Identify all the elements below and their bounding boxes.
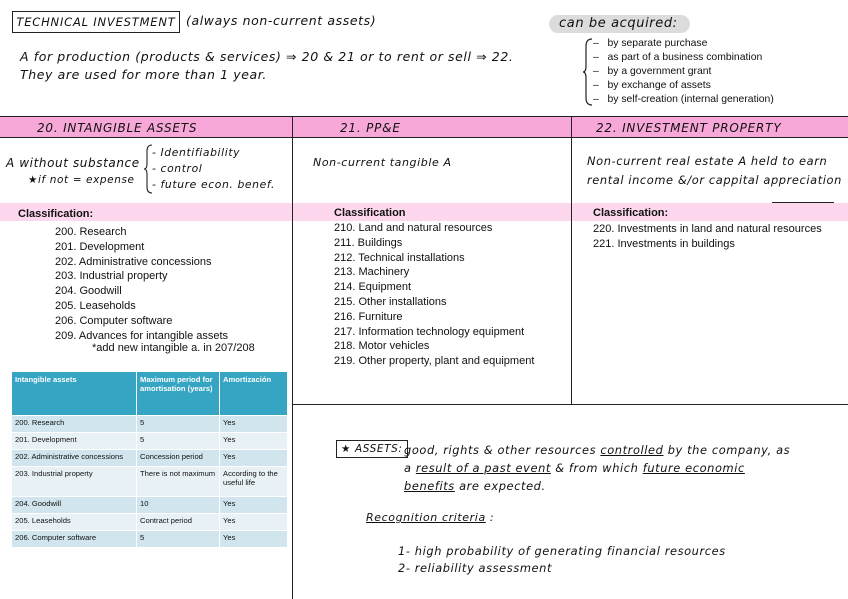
table-cell: 206. Computer software bbox=[12, 531, 137, 548]
list-item: – by exchange of assets bbox=[593, 80, 711, 91]
intangible-definition: A without substance bbox=[6, 156, 140, 170]
investment-property-heading: 22. INVESTMENT PROPERTY bbox=[596, 121, 782, 135]
list-item: 200. Research bbox=[55, 226, 127, 238]
column-divider bbox=[571, 116, 572, 404]
text-span: controlled bbox=[600, 443, 664, 457]
table-row bbox=[12, 450, 288, 467]
list-item: 205. Leaseholds bbox=[55, 299, 136, 312]
list-item: 201. Development bbox=[55, 240, 145, 253]
text-span: are expected. bbox=[454, 479, 546, 493]
ppe-classification-list bbox=[334, 221, 534, 369]
table-cell: Concession period bbox=[137, 450, 220, 467]
classification-band bbox=[0, 203, 848, 221]
table-cell: Contract period bbox=[137, 514, 220, 531]
divider bbox=[0, 116, 848, 117]
list-item: 220. Investments in land and natural resources bbox=[593, 223, 822, 235]
table-header: Intangible assets bbox=[12, 372, 137, 416]
acquisition-list bbox=[593, 37, 774, 107]
list-item: 214. Equipment bbox=[334, 281, 412, 294]
list-item: 210. Land and natural resources bbox=[334, 222, 493, 234]
investment-property-classification-title: Classification: bbox=[593, 207, 669, 219]
assets-definition-line-3 bbox=[404, 479, 546, 493]
investment-property-definition-2: rental income &/or cappital appreciation bbox=[587, 173, 842, 187]
amortisation-table bbox=[11, 371, 288, 548]
list-item: – by self-creation (internal generation) bbox=[593, 94, 774, 105]
table-cell: There is not maximum bbox=[137, 467, 220, 497]
table-cell: 5 bbox=[137, 433, 220, 450]
recognition-title: Recognition criteria : bbox=[366, 511, 495, 524]
intangible-classification-list bbox=[55, 225, 228, 343]
table-cell: 205. Leaseholds bbox=[12, 514, 137, 531]
text-span: a bbox=[404, 461, 416, 475]
table-cell: Yes bbox=[220, 514, 288, 531]
text-span: good, rights & other resources bbox=[404, 443, 601, 457]
list-item: 203. Industrial property bbox=[55, 270, 168, 283]
table-cell: Yes bbox=[220, 497, 288, 514]
intangible-criteria bbox=[152, 145, 275, 193]
text-span: Recognition criteria bbox=[366, 511, 486, 524]
ppe-heading: 21. PP&E bbox=[340, 121, 401, 135]
list-item: – by separate purchase bbox=[593, 38, 708, 49]
table-cell: 5 bbox=[137, 416, 220, 433]
list-item: 216. Furniture bbox=[334, 310, 403, 323]
table-row bbox=[12, 433, 288, 450]
list-item: 204. Goodwill bbox=[55, 285, 122, 298]
divider bbox=[772, 202, 834, 203]
table-row bbox=[12, 467, 288, 497]
recognition-list bbox=[398, 543, 726, 577]
investment-property-classification-list bbox=[593, 222, 822, 252]
list-item: 212. Technical installations bbox=[334, 251, 465, 264]
table-cell: 10 bbox=[137, 497, 220, 514]
table-cell: 201. Development bbox=[12, 433, 137, 450]
list-item: 206. Computer software bbox=[55, 314, 173, 327]
table-row bbox=[12, 416, 288, 433]
assets-definition-line-2 bbox=[404, 461, 745, 475]
list-item: - control bbox=[152, 162, 203, 175]
table-cell: 200. Research bbox=[12, 416, 137, 433]
table-cell: Yes bbox=[220, 531, 288, 548]
list-item: – by a government grant bbox=[593, 66, 712, 77]
acquisition-title: can be acquired: bbox=[549, 15, 690, 33]
table-header-row bbox=[12, 372, 288, 416]
table-cell: Yes bbox=[220, 433, 288, 450]
list-item: 215. Other installations bbox=[334, 295, 447, 308]
list-item: 202. Administrative concessions bbox=[55, 255, 212, 268]
table-row bbox=[12, 531, 288, 548]
intangible-classification-title: Classification: bbox=[18, 208, 94, 220]
table-cell: 203. Industrial property bbox=[12, 467, 137, 497]
ppe-classification-title: Classification bbox=[334, 207, 406, 219]
column-divider bbox=[292, 116, 293, 599]
list-item: 211. Buildings bbox=[334, 236, 403, 249]
divider bbox=[292, 404, 848, 405]
page-title: TECHNICAL INVESTMENT bbox=[12, 11, 180, 33]
ppe-definition: Non-current tangible A bbox=[313, 156, 452, 169]
intangible-heading: 20. INTANGIBLE ASSETS bbox=[37, 121, 198, 135]
title-note: (always non-current assets) bbox=[186, 13, 377, 28]
list-item: 2- reliability assessment bbox=[398, 561, 553, 575]
intangible-classification-note: *add new intangible a. in 207/208 bbox=[92, 342, 255, 354]
table-cell: 202. Administrative concessions bbox=[12, 450, 137, 467]
table-cell: According to the useful life bbox=[220, 467, 288, 497]
list-item: 213. Machinery bbox=[334, 266, 410, 279]
list-item: – as part of a business combination bbox=[593, 52, 763, 63]
list-item: - Identifiability bbox=[152, 146, 241, 159]
table-row bbox=[12, 514, 288, 531]
table-row bbox=[12, 497, 288, 514]
table-cell: Yes bbox=[220, 450, 288, 467]
list-item: 219. Other property, plant and equipment bbox=[334, 355, 535, 368]
text-span: by the company, as bbox=[663, 443, 791, 457]
table-header: Amortización bbox=[220, 372, 288, 416]
investment-property-definition-1: Non-current real estate A held to earn bbox=[587, 154, 828, 168]
text-span: result of a past event bbox=[415, 461, 551, 475]
table-cell: 204. Goodwill bbox=[12, 497, 137, 514]
list-item: 209. Advances for intangible assets bbox=[55, 329, 229, 342]
table-cell: 5 bbox=[137, 531, 220, 548]
list-item: 1- high probability of generating financial resources bbox=[398, 544, 726, 558]
assets-label: ★ ASSETS: bbox=[336, 440, 408, 458]
divider bbox=[0, 137, 848, 138]
text-span: & from which bbox=[550, 461, 643, 475]
list-item: 217. Information technology equipment bbox=[334, 325, 525, 338]
table-cell: Yes bbox=[220, 416, 288, 433]
list-item: - future econ. benef. bbox=[152, 178, 276, 191]
assets-definition-line-1 bbox=[404, 443, 790, 457]
list-item: 218. Motor vehicles bbox=[334, 340, 430, 353]
table-header: Maximum period for amortisation (years) bbox=[137, 372, 220, 416]
text-span: future economic bbox=[642, 461, 745, 475]
intangible-note: ★if not = expense bbox=[28, 174, 135, 186]
text-span: benefits bbox=[404, 479, 455, 493]
intro-line-1: A for production (products & services) ⇒ 20 & 21 or to rent or sell ⇒ 22. bbox=[20, 49, 514, 64]
list-item: 221. Investments in buildings bbox=[593, 237, 735, 250]
intro-line-2: They are used for more than 1 year. bbox=[20, 67, 267, 82]
